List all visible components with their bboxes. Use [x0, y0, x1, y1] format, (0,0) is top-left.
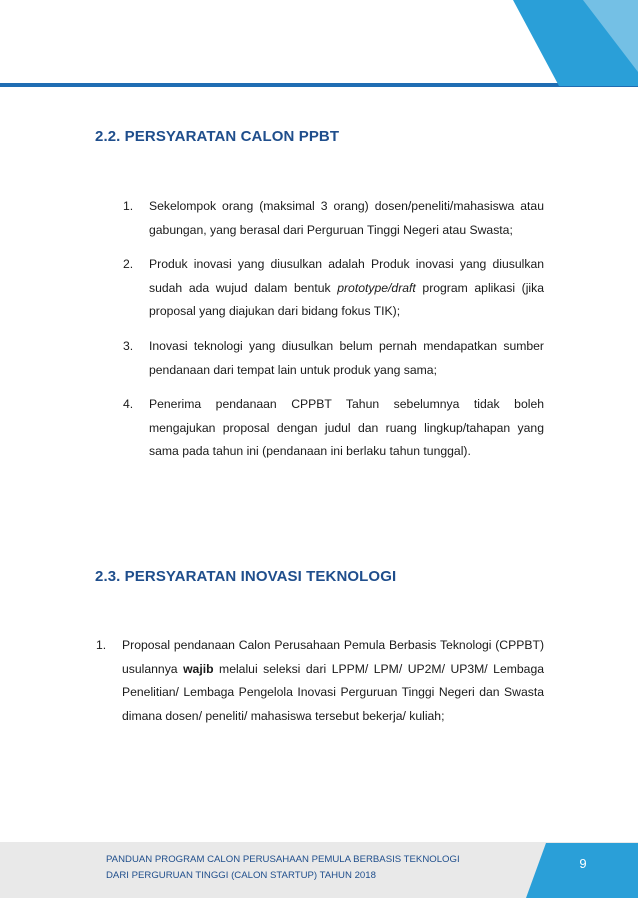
- list-item-text: Sekelompok orang (maksimal 3 orang) dosen/peneliti/mahasiswa atau gabungan, yang berasal dari Perguruan Tinggi Negeri atau Swasta;: [149, 199, 544, 237]
- list-item-number: 4.: [123, 397, 134, 412]
- list-item: [123, 253, 545, 324]
- list-item-italic-term: prototype/draft: [337, 280, 416, 295]
- list-item-bold-term: wajib: [183, 661, 214, 676]
- list-item-number: 3.: [123, 338, 134, 353]
- section-heading-2-3: 2.3. PERSYARATAN INOVASI TEKNOLOGI: [95, 568, 397, 585]
- list-item: [123, 195, 544, 242]
- footer-guide-title: [106, 852, 526, 884]
- requirements-list-innovation: [96, 634, 545, 728]
- page-number: 9: [579, 856, 587, 871]
- list-item-text: Penerima pendanaan CPPBT Tahun sebelumnya tidak boleh mengajukan proposal dengan judul dan ruang lingkup/tahapan yang sama pada tahun ini (pendanaan ini berlaku tahun tunggal).: [149, 397, 544, 459]
- list-item-text: Produk inovasi yang diusulkan adalah Produk inovasi yang diusulkan sudah ada wujud dalam bentuk: [149, 257, 544, 295]
- list-item: [96, 634, 545, 728]
- section-heading-2-2: 2.2. PERSYARATAN CALON PPBT: [95, 128, 340, 145]
- requirements-list-ppbt: [123, 195, 545, 475]
- header-corner-tab: [513, 0, 638, 86]
- list-item: [123, 335, 544, 382]
- list-item-text-continued: program aplikasi (jika proposal yang diajukan dari bidang fokus TIK);: [149, 280, 545, 319]
- list-item: [123, 393, 544, 464]
- list-item-number: 2.: [123, 257, 134, 272]
- footer-title-line-1: PANDUAN PROGRAM CALON PERUSAHAAN PEMULA BERBASIS TEKNOLOGI: [106, 854, 460, 865]
- list-item-number: 1.: [123, 199, 134, 213]
- footer-title-line-2: DARI PERGURUAN TINGGI (CALON STARTUP) TAHUN 2018: [106, 870, 376, 881]
- list-item-text: Proposal pendanaan Calon Perusahaan Pemula Berbasis Teknologi (CPPBT) usulannya: [122, 638, 544, 676]
- list-item-text-continued: melalui seleksi dari LPPM/ LPM/ UP2M/ UP3M/ Lembaga Penelitian/ Lembaga Pengelola Inovasi Perguruan Tinggi Negeri dan Swasta dimana dosen/ peneliti/ mahasiswa tersebut bekerja/ kuliah;: [122, 661, 545, 723]
- list-item-text: Inovasi teknologi yang diusulkan belum pernah mendapatkan sumber pendanaan dari tempat lain untuk produk yang sama;: [149, 338, 544, 377]
- list-item-number: 1.: [96, 638, 107, 652]
